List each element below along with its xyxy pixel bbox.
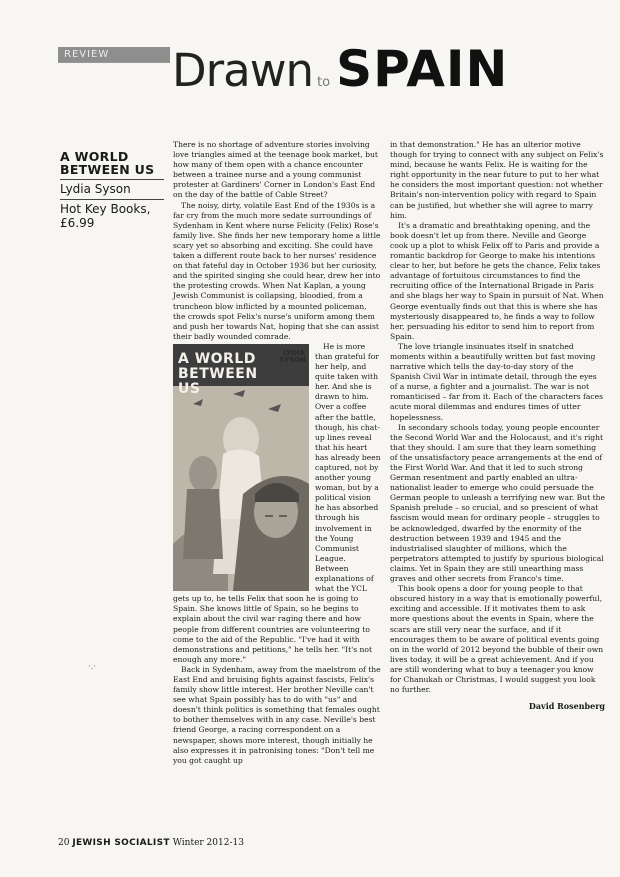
paragraph: in that demonstration." He has an ulterior motive though for trying to connect with any subject on Felix's mind, because he wants Felix. He is waiting for the right opportunity in the near future to put to her what he considers the most important question: not whether Britain's non-intervention policy with regard to Spain can be justified, but whether she will agree to marry him. [390,140,604,220]
paragraph: He is more than grateful for her help, and quite taken with her. And she is drawn to him. Over a coffee after the battle, though, his chat-up lines reveal that his heart has already been captured, not by another young woman, but by a political vision he has absorbed through his involvement in the Young Communist League. Between explanations of what the YCL gets up to, he tells Felix that soon he is going to Spain. She knows little of Spain, so he begins to explain about the civil war raging there and how people from different countries are volunteering to come to the aid of the Republic. "I've had it with demonstrations and petitions," he tells her. "It's not enough any more." [173,341,381,664]
paragraph: Back in Sydenham, away from the maelstrom of the East End and bruising fights against fascists, Felix's family show little interest. Her brother Neville can't see what Spain possibly has to do with "us" and doesn't think politics is something that females ought to bother themselves with in any case. Neville's best friend George, a racing correspondent on a newspaper, shows more interest, though initially he also expresses it in patronising tones: "Don't tell me you got caught up [173,664,381,765]
title-drawn: Drawn [172,44,314,97]
paragraph: In secondary schools today, young people encounter the Second World War and the Holocaust, and it's right that they should. I am sure that they learn something of the unsatisfactory peace arrangements at the end of the First World War. And that it led to such strong German resentment and partly enabled an ultra-nationalist leader to emerge who could persuade the German people to unleash a terrifying new war. But the Spanish prelude – so crucial, and so prescient of what fascism would mean for ordinary people – struggles to be acknowledged, dwarfed by the enormity of the destruction between 1939 and 1945 and the industrialised slaughter of millions, which the perpetrators attempted to justify by spurious biological claims. Yet in Spain they are still unearthing mass graves and other secrets from Franco's time. [390,422,606,584]
paragraph: The noisy, dirty, volatile East End of the 1930s is a far cry from the much more sedate surroundings of Sydenham in Kent where nurse Felicity (Felix) Rose's family live. She finds her new temporary home a little scary yet so absorbing and exciting. She could have taken a different route back to her nurses' residence on that fateful day in October 1936 but her curiosity, and the spirited singing she could hear, drew her into the protesting crowds. When Nat Kaplan, a young Jewish Communist is collapsing, bloodied, from a truncheon blow inflicted by a mounted policeman, the crowds spot Felix's nurse's uniform among them and push her towards Nat, hoping that she can assist their badly wounded comrade. [173,200,381,341]
cover-title: A WORLD BETWEEN US [178,350,258,397]
section-rule [58,62,170,63]
page-footer [58,838,244,848]
issue-date: Winter 2012-13 [172,838,244,848]
magazine-name: JEWISH SOCIALIST [72,838,170,848]
section-label: REVIEW [58,47,170,62]
book-title-line2: BETWEEN US [60,162,155,177]
book-rule-2 [60,199,164,200]
book-cover-image [173,344,309,591]
paragraph: It's a dramatic and breathtaking opening, and the book doesn't let up from there. Neville and George cook up a plot to whisk Felix off to Paris and provide a romantic backdrop for George to make his intentions clear to her, but before he gets the chance, Felix takes advantage of fortuitous circumstances to find the recruiting office of the International Brigade in Paris and she blags her way to Spain in pursuit of Nat. When George eventually finds out that this is where she has mysteriously disappeared to, he finds a way to follow her, persuading his editor to send him to report from Spain. [390,220,604,341]
page-title [172,40,508,100]
paragraph: The love triangle insinuates itself in snatched moments within a beautifully written but fast moving narrative which tells the day-to-day story of the Spanish Civil War in intimate detail, through the eyes of a nurse, a fighter and a journalist. The war is not romanticised – far from it. Each of the characters faces acute moral dilemmas and endures times of utter hopelessness. [390,341,603,422]
book-publisher: Hot Key Books, [60,202,151,216]
article-column-2 [390,140,605,711]
book-info [60,150,164,230]
byline: David Rosenberg [528,701,605,712]
page-number: 20 [58,838,70,848]
book-title-line1: A WORLD [60,149,129,164]
paragraph: This book opens a door for young people to that obscured history in a way that is emotionally powerful, exciting and accessible. If it motivates them to ask more questions about the events in Spain, where the scars are still very near the surface, and if it encourages them to be aware of political events going on in the world of 2012 beyond the bubble of their own lives today, it will be a great achievement. And if you are still wondering what to buy a teenager you know for Chanukah or Christmas, I would suggest you look no further. [390,584,604,695]
scan-speck: ·.· [88,662,96,671]
title-to: to [317,75,331,90]
book-price: £6.99 [60,216,95,230]
title-spain: SPAIN [336,40,509,98]
article-column-1 [173,140,381,766]
book-author: Lydia Syson [60,182,131,196]
paragraph: There is no shortage of adventure stories involving love triangles aimed at the teenage book market, but how many of them open with a chance encounter between a trainee nurse and a young communist protester at Gardiners' Corner in London's East End on the day of the battle of Cable Street? [173,140,378,200]
book-rule [60,179,164,180]
cover-author: LYDIA SYSON [279,348,306,364]
